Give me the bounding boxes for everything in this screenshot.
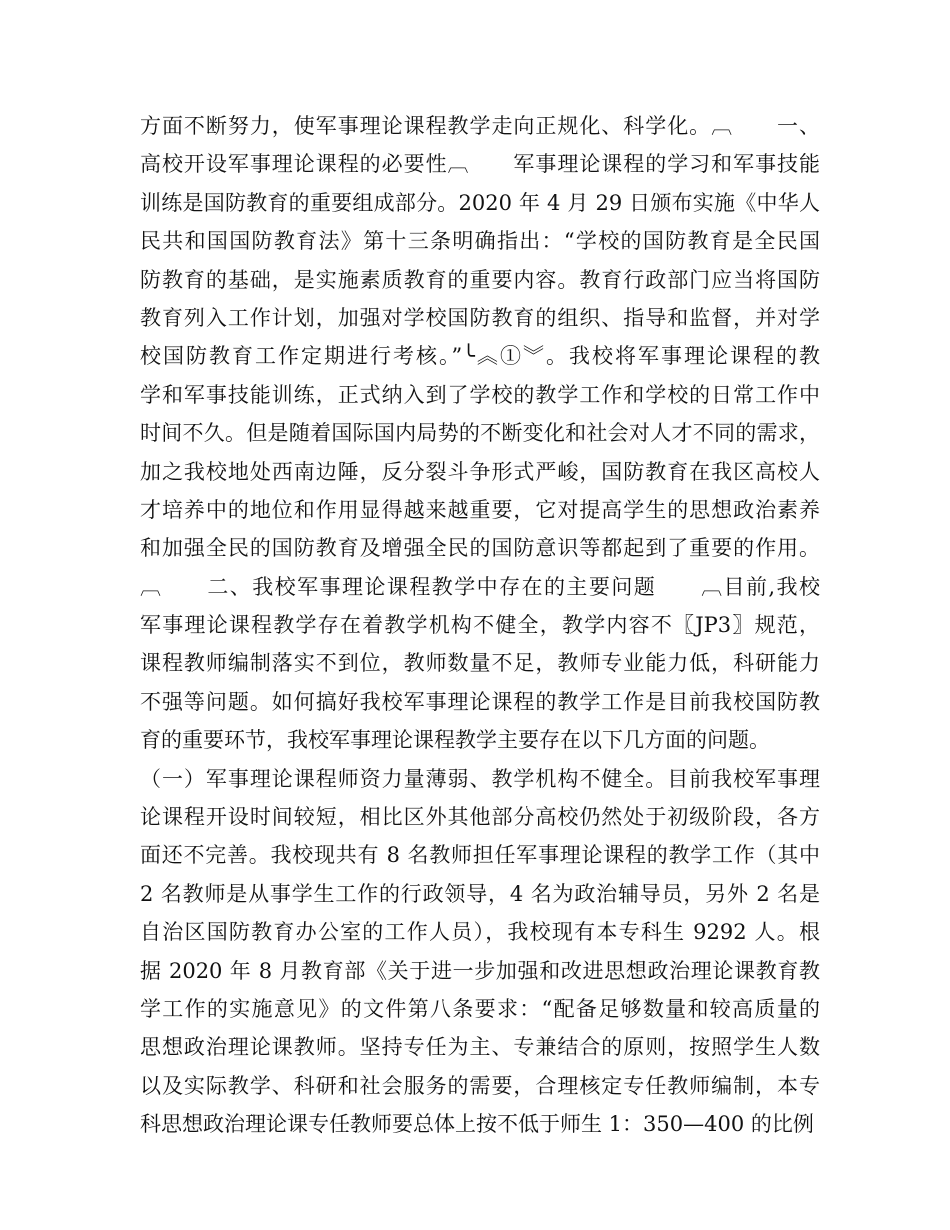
text-line: 学和军事技能训练，正式纳入到了学校的教学工作和学校的日常工作中 [140,382,820,407]
text-line: （一）军事理论课程师资力量薄弱、教学机构不健全。目前我校军事理 [140,766,820,791]
text-line: 时间不久。但是随着国际国内局势的不断变化和社会对人才不同的需求， [140,421,820,446]
text-line: 据 2020 年 8 月教育部《关于进一步加强和改进思想政治理论课教育教 [140,958,820,983]
text-line: 不强等问题。如何搞好我校军事理论课程的教学工作是目前我校国防教 [140,689,820,714]
body-text [140,107,820,1144]
text-line: 学工作的实施意见》的文件第八条要求：“配备足够数量和较高质量的 [140,996,820,1021]
text-line: 军事理论课程教学存在着教学机构不健全，教学内容不〖JP3〗规范， [140,613,820,638]
text-line: 面还不完善。我校现共有 8 名教师担任军事理论课程的教学工作（其中 [140,843,820,868]
text-line: 科思想政治理论课专任教师要总体上按不低于师生 1：350—400 的比例 [140,1112,814,1137]
text-line: ︹ 二、我校军事理论课程教学中存在的主要问题 ︹目前,我校 [140,574,820,599]
text-line: 课程教师编制落实不到位，教师数量不足，教师专业能力低，科研能力 [140,651,820,676]
text-line: 才培养中的地位和作用显得越来越重要，它对提高学生的思想政治素养 [140,497,820,522]
text-line: 论课程开设时间较短，相比区外其他部分高校仍然处于初级阶段，各方 [140,805,820,830]
text-line: 训练是国防教育的重要组成部分。2020 年 4 月 29 日颁布实施《中华人 [140,190,820,215]
text-line: 防教育的基础，是实施素质教育的重要内容。教育行政部门应当将国防 [140,267,820,292]
text-line: 以及实际教学、科研和社会服务的需要，合理核定专任教师编制，本专 [140,1073,820,1098]
text-line: 校国防教育工作定期进行考核。”╰︽①︾。我校将军事理论课程的教 [140,344,820,369]
text-line: 加之我校地处西南边陲，反分裂斗争形式严峻，国防教育在我区高校人 [140,459,820,484]
text-line: 方面不断努力，使军事理论课程教学走向正规化、科学化。︹ 一、 [140,114,820,138]
text-line: 自治区国防教育办公室的工作人员），我校现有本专科生 9292 人。根 [140,920,820,945]
text-line: 和加强全民的国防教育及增强全民的国防意识等都起到了重要的作用。 [140,536,820,561]
text-line: 民共和国国防教育法》第十三条明确指出：“学校的国防教育是全民国 [140,229,820,254]
text-line: 教育列入工作计划，加强对学校国防教育的组织、指导和监督，并对学 [140,305,820,330]
text-line: 思想政治理论课教师。坚持专任为主、专兼结合的原则，按照学生人数 [140,1035,820,1060]
text-line: 2 名教师是从事学生工作的行政领导，4 名为政治辅导员，另外 2 名是 [140,881,820,906]
text-line: 育的重要环节，我校军事理论课程教学主要存在以下几方面的问题。 [140,728,770,753]
text-line: 高校开设军事理论课程的必要性︹ 军事理论课程的学习和军事技能 [140,152,820,177]
